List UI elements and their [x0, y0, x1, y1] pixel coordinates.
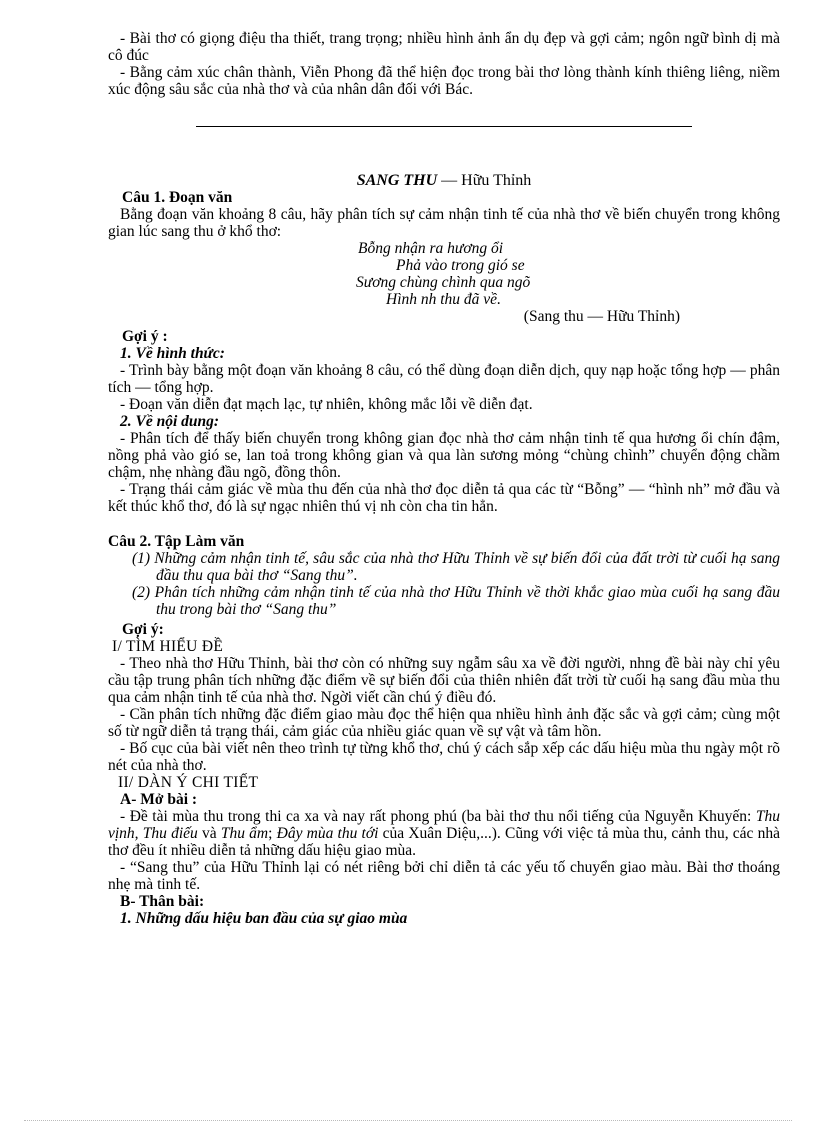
part-b-label: B- Thân bài:: [120, 893, 205, 910]
q1-form-label: 1. Về hình thức:: [120, 345, 225, 362]
part-a-text-2: và: [197, 825, 221, 842]
page-bottom-rule: [24, 1120, 792, 1121]
part-a-text-3: ;: [268, 825, 277, 842]
q1-prompt: Bằng đoạn văn khoảng 8 câu, hãy phân tích sự cảm nhận tinh tế của nhà thơ về biến chuyển trong không gian lúc sang thu ở khổ thơ:: [108, 206, 780, 240]
section-1-para-2: - Cần phân tích những đặc điểm giao màu đọc thể hiện qua nhiều hình ảnh đặc sắc và gợi cảm; cùng một số từ ngữ diễn tả trạng thái, cảm giác của nhiều giác quan về sự vật và tâm hồn.: [108, 706, 780, 740]
part-a-para-2: - “Sang thu” của Hữu Thỉnh lại có nét riêng bởi chỉ diễn tả các yếu tố chuyển giao màu. Bài thơ thoáng nhẹ mà tinh tế.: [108, 859, 780, 893]
poem-line-1: Bỗng nhận ra hương ổi: [358, 240, 504, 257]
section-1-para-3: - Bố cục của bài viết nên theo trình tự từng khổ thơ, chú ý cách sắp xếp các dấu hiệu mùa thu ngày một rõ nét của nhà thơ.: [108, 740, 780, 774]
part-a-label: A- Mở bài :: [120, 791, 198, 808]
part-a-text-4: của Xuân Diệu,...). Cũng với việc tả mùa thu, cảnh thu, các nhà thơ đều ít nhiều diễn tả những dấu hiệu giao mùa.: [108, 825, 781, 859]
q1-form-1: - Trình bày bằng một đoạn văn khoảng 8 câu, có thể dùng đoạn diễn dịch, quy nạp hoặc tổng hợp — phân tích — tổng hợp.: [108, 362, 780, 396]
part-a-text-1: - Đề tài mùa thu trong thi ca xa và nay rất phong phú (ba bài thơ thu nổi tiếng của Nguyễn Khuyến:: [120, 808, 756, 825]
part-a-italic-1: Thu vịnh, Thu điếu: [108, 808, 780, 842]
part-a-para-1: [108, 808, 780, 859]
section-2-label: II/ DÀN Ý CHI TIẾT: [118, 774, 259, 791]
intro-paragraph-2: - Bằng cảm xúc chân thành, Viễn Phong đã thể hiện đọc trong bài thơ lòng thành kính thiêng liêng, niềm xúc động sâu sắc của nhà thơ và của nhân dân đối với Bác.: [108, 64, 780, 98]
poem-excerpt: [108, 240, 780, 308]
q2-topic-1: (1) Những cảm nhận tinh tế, sâu sắc của nhà thơ Hữu Thỉnh về sự biến đổi của đất trời từ cuối hạ sang đầu thu qua bài thơ “Sang thu”.: [132, 550, 780, 584]
q2-heading: Câu 2. Tập Làm văn: [108, 533, 245, 550]
q1-content-1: - Phân tích để thấy biến chuyển trong không gian đọc nhà thơ cảm nhận tinh tế qua hương ổi chín đậm, nồng phả vào gió se, lan toả trong không gian và qua làn sương mỏng “chùng chình” chuyển động chầm chậm, nhẹ nhàng đầu ngõ, đồng thôn.: [108, 430, 780, 481]
part-a-italic-2: Thu ẩm: [220, 825, 269, 842]
intro-paragraph-1: - Bài thơ có giọng điệu tha thiết, trang trọng; nhiều hình ảnh ẩn dụ đẹp và gợi cảm; ngôn ngữ bình dị mà cô đúc: [108, 30, 780, 64]
q1-form-2: - Đoạn văn diễn đạt mạch lạc, tự nhiên, không mắc lỗi về diễn đạt.: [120, 396, 533, 413]
part-a-italic-3: Đây mùa thu tới: [276, 825, 379, 842]
poem-line-2: Phả vào trong gió se: [396, 257, 525, 274]
section-1-label: I/ TÌM HIỂU ĐỀ: [112, 638, 224, 655]
section-1-para-1: - Theo nhà thơ Hữu Thỉnh, bài thơ còn có những suy ngẫm sâu xa về đời người, nhng đề bài này chỉ yêu cầu tập trung phân tích những đặc điểm về sự biến đổi của thiên nhiên đất trời từ cuối hạ sang đầu mùa thu qua cảm nhận tinh tế của nhà thơ. Ngời viết cần chú ý điều đó.: [108, 655, 780, 706]
q1-hint-label: Gợi ý :: [122, 328, 168, 345]
section-divider: [196, 126, 692, 127]
q2-topic-2: (2) Phân tích những cảm nhận tinh tế của nhà thơ Hữu Thỉnh về thời khắc giao mùa cuối hạ sang đầu thu trong bài thơ “Sang thu”: [132, 584, 780, 618]
poem-title-author: — Hữu Thỉnh: [437, 172, 532, 189]
document-page: [108, 30, 780, 927]
poem-line-4: Hình nh thu đã về.: [386, 291, 501, 308]
q1-content-label: 2. Về nội dung:: [120, 413, 220, 430]
q2-hint-label: Gợi ý:: [122, 621, 164, 638]
poem-title-main: SANG THU: [356, 172, 438, 189]
q1-heading: Câu 1. Đoạn văn: [122, 189, 233, 206]
q1-content-2: - Trạng thái cảm giác về mùa thu đến của nhà thơ đọc diễn tả qua các từ “Bỗng” — “hình nh” mở đầu và kết thúc khổ thơ, đó là sự ngạc nhiên thú vị nh còn cha tin hẳn.: [108, 481, 780, 515]
poem-source: (Sang thu — Hữu Thỉnh): [523, 308, 680, 325]
poem-title: [108, 172, 780, 189]
poem-line-3: Sương chùng chình qua ngõ: [356, 274, 531, 291]
part-b-item-1: 1. Những dấu hiệu ban đầu của sự giao mùa: [120, 910, 408, 927]
